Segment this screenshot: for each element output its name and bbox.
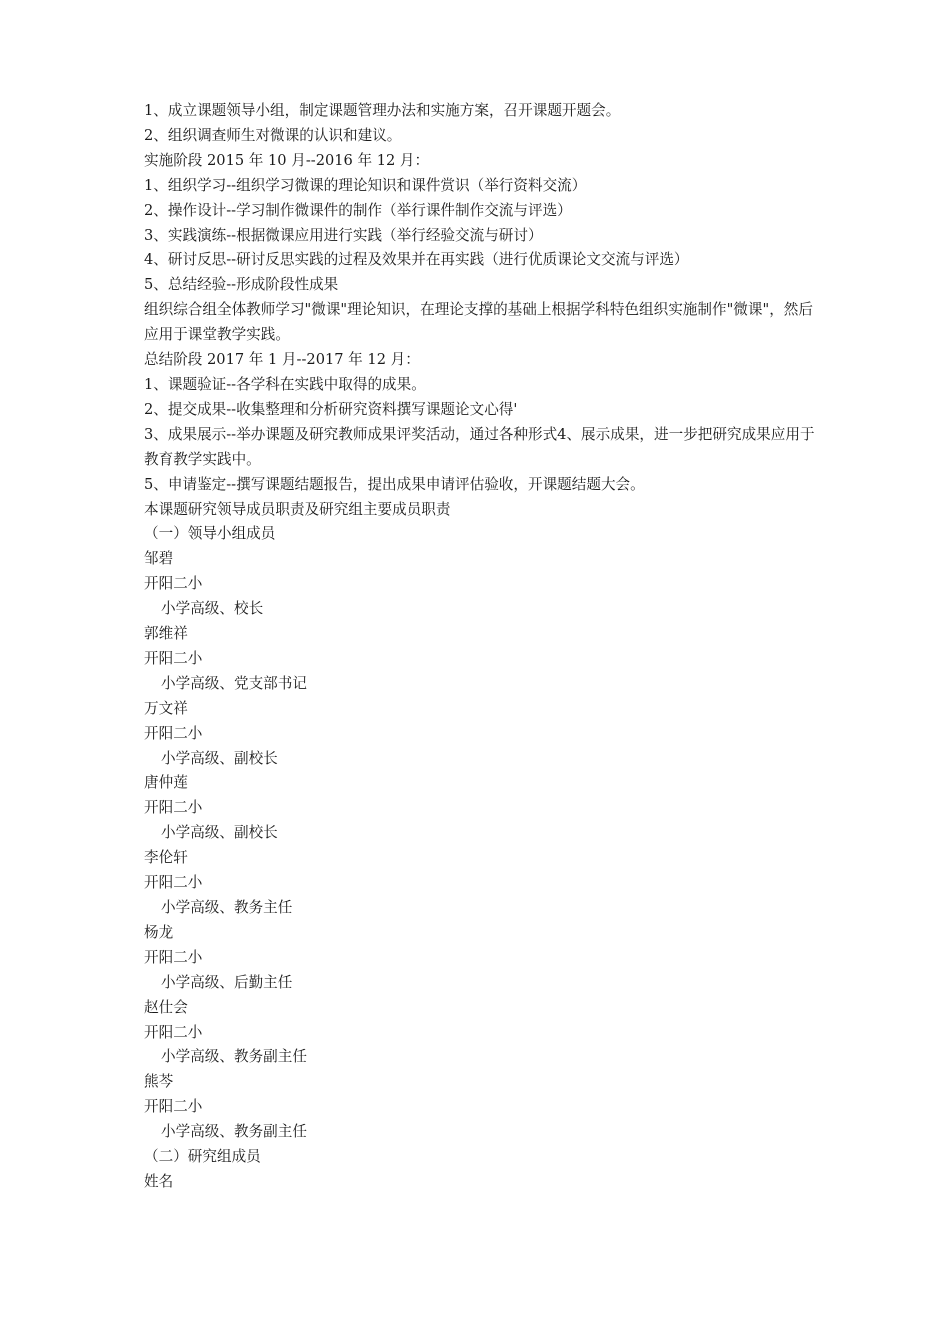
member-school: 开阳二小 — [144, 948, 203, 966]
member-title: 小学高级、校长 — [161, 600, 264, 618]
member-entry — [144, 622, 816, 697]
member-entry — [144, 996, 816, 1071]
member-name: 邹碧 — [144, 550, 174, 568]
member-name: 唐仲莲 — [144, 774, 188, 792]
document-page — [144, 99, 816, 1195]
member-entry — [144, 921, 816, 996]
member-name: 李伦轩 — [144, 849, 188, 867]
member-title: 小学高级、后勤主任 — [161, 973, 293, 991]
member-list — [144, 547, 816, 1145]
member-entry — [144, 697, 816, 772]
member-school: 开阳二小 — [144, 575, 203, 593]
member-title: 小学高级、党支部书记 — [161, 674, 307, 692]
member-title: 小学高级、副校长 — [161, 824, 278, 842]
member-school: 开阳二小 — [144, 874, 203, 892]
member-school: 开阳二小 — [144, 799, 203, 817]
subsection-heading: （一）领导小组成员 — [144, 525, 276, 543]
member-title: 小学高级、教务主任 — [161, 899, 293, 916]
member-school: 开阳二小 — [144, 649, 203, 667]
text-line: 2、操作设计--学习制作微课件的制作（举行课件制作交流与评选） — [144, 201, 572, 219]
text-line: 2、提交成果--收集整理和分析研究资料撰写课题论文心得' — [144, 400, 518, 418]
member-title: 小学高级、教务副主任 — [161, 1123, 307, 1141]
member-name: 杨龙 — [144, 923, 174, 941]
member-entry — [144, 1070, 816, 1145]
text-line: 5、总结经验--形成阶段性成果 — [144, 276, 339, 294]
text-line: 3、实践演练--根据微课应用进行实践（举行经验交流与研讨） — [144, 226, 543, 244]
text-line: 1、成立课题领导小组，制定课题管理办法和实施方案，召开课题开题会。 — [144, 102, 621, 119]
member-entry — [144, 771, 816, 846]
column-label: 姓名 — [144, 1172, 174, 1190]
section-heading: 总结阶段 2017 年 1 月--2017 年 12 月： — [144, 351, 420, 369]
member-name: 赵仕会 — [144, 998, 188, 1016]
member-title: 小学高级、副校长 — [161, 749, 278, 767]
text-line: 1、组织学习--组织学习微课的理论知识和课件赏识（举行资料交流） — [144, 176, 587, 194]
text-line: 4、研讨反思--研讨反思实践的过程及效果并在再实践（进行优质课论文交流与评选） — [144, 251, 689, 269]
subsection-heading: （二）研究组成员 — [144, 1148, 261, 1166]
section-heading: 本课题研究领导成员职责及研究组主要成员职责 — [144, 500, 451, 518]
text-line: 5、申请鉴定--撰写课题结题报告，提出成果申请评估验收，开课题结题大会。 — [144, 475, 645, 493]
text-paragraph: 3、成果展示--举办课题及研究教师成果评奖活动，通过各种形式4、展示成果，进一步把研究成果应用于教育教学实践中。 — [144, 425, 815, 468]
text-line: 1、课题验证--各学科在实践中取得的成果。 — [144, 375, 426, 393]
member-entry — [144, 547, 816, 622]
member-school: 开阳二小 — [144, 724, 203, 742]
text-paragraph: 组织综合组全体教师学习"微课"理论知识，在理论支撑的基础上根据学科特色组织实施制作"微课"，然后应用于课堂教学实践。 — [144, 301, 813, 344]
section-heading: 实施阶段 2015 年 10 月--2016 年 12 月： — [144, 151, 430, 169]
text-line: 2、组织调查师生对微课的认识和建议。 — [144, 126, 402, 144]
member-entry — [144, 846, 816, 921]
member-name: 熊芩 — [144, 1073, 174, 1091]
member-title: 小学高级、教务副主任 — [161, 1048, 307, 1066]
member-school: 开阳二小 — [144, 1023, 203, 1041]
member-name: 郭维祥 — [144, 625, 188, 643]
member-name: 万文祥 — [144, 699, 188, 717]
member-school: 开阳二小 — [144, 1098, 203, 1116]
